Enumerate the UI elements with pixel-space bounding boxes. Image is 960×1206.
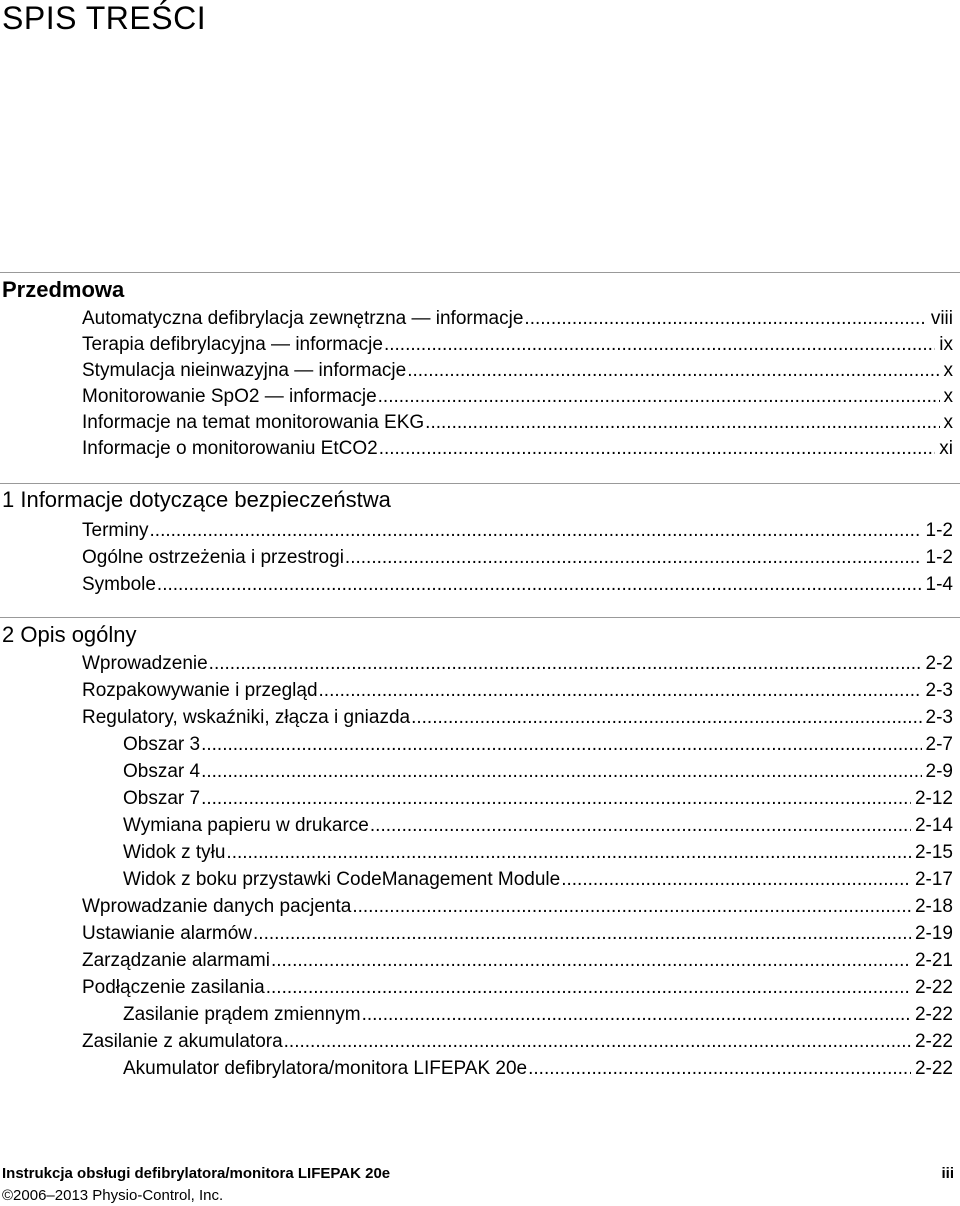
toc-dot-leader <box>524 308 926 330</box>
toc-dot-leader <box>362 1004 911 1026</box>
section-divider <box>0 272 960 273</box>
footer-copyright: ©2006–2013 Physio-Control, Inc. <box>2 1187 224 1204</box>
toc-entry-label: Rozpakowywanie i przegląd <box>82 680 318 701</box>
toc-entry[interactable] <box>82 653 953 679</box>
toc-entry[interactable] <box>82 977 953 1003</box>
toc-entry-label: Obszar 7 <box>123 788 201 809</box>
toc-entry-label: Terapia defibrylacyjna — informacje <box>82 334 383 355</box>
toc-entry-page: 1-2 <box>925 520 953 541</box>
toc-entry[interactable] <box>123 1004 953 1030</box>
toc-entry-label: Stymulacja nieinwazyjna — informacje <box>82 360 407 381</box>
toc-entry[interactable] <box>82 923 953 949</box>
toc-entry-label: Wprowadzanie danych pacjenta <box>82 896 352 917</box>
page-title: SPIS TREŚCI <box>2 0 207 36</box>
section-divider <box>0 617 960 618</box>
toc-entry-page: 2-22 <box>914 977 953 998</box>
toc-entry-label: Wprowadzenie <box>82 653 208 674</box>
toc-entry[interactable] <box>82 520 953 546</box>
toc-entry-label: Obszar 3 <box>123 734 201 755</box>
toc-dot-leader <box>378 386 940 408</box>
toc-entry-page: ix <box>939 334 953 355</box>
toc-dot-leader <box>271 950 911 972</box>
toc-entry-page: xi <box>939 438 953 459</box>
toc-entry-page: 2-22 <box>914 1031 953 1052</box>
toc-entry-page: 2-22 <box>914 1004 953 1025</box>
toc-entry-label: Informacje o monitorowaniu EtCO2 <box>82 438 378 459</box>
toc-entry-page: 1-2 <box>925 547 953 568</box>
toc-entry[interactable] <box>82 1031 953 1057</box>
toc-dot-leader <box>379 438 936 460</box>
toc-entry[interactable] <box>82 308 953 334</box>
toc-dot-leader <box>150 520 922 542</box>
toc-entry-label: Podłączenie zasilania <box>82 977 265 998</box>
toc-dot-leader <box>201 788 911 810</box>
section-title-safety: 1 Informacje dotyczące bezpieczeństwa <box>2 487 391 512</box>
toc-entry-page: x <box>943 386 953 407</box>
toc-entry[interactable] <box>82 360 953 386</box>
toc-entry[interactable] <box>123 788 953 814</box>
section-title-preface: Przedmowa <box>2 277 125 302</box>
toc-entry-label: Ogólne ostrzeżenia i przestrogi <box>82 547 344 568</box>
toc-entry-label: Regulatory, wskaźniki, złącza i gniazda <box>82 707 411 728</box>
toc-entry[interactable] <box>82 386 953 412</box>
toc-entry-label: Zasilanie prądem zmiennym <box>123 1004 361 1025</box>
toc-entry-page: 2-12 <box>914 788 953 809</box>
toc-entry-label: Akumulator defibrylatora/monitora LIFEPAK 20e <box>123 1058 528 1079</box>
toc-entry-page: 2-17 <box>914 869 953 890</box>
toc-dot-leader <box>319 680 922 702</box>
toc-dot-leader <box>266 977 911 999</box>
toc-entry-page: 2-22 <box>914 1058 953 1079</box>
toc-entry-page: 2-18 <box>914 896 953 917</box>
toc-entry-page: 2-3 <box>925 680 953 701</box>
toc-entry[interactable] <box>123 734 953 760</box>
section-title-general-description: 2 Opis ogólny <box>2 622 137 647</box>
toc-entry[interactable] <box>123 869 953 895</box>
toc-dot-leader <box>201 734 921 756</box>
footer-manual-title: Instrukcja obsługi defibrylatora/monitora LIFEPAK 20e <box>2 1165 391 1182</box>
toc-dot-leader <box>407 360 939 382</box>
toc-dot-leader <box>201 761 921 783</box>
toc-entry-label: Terminy <box>82 520 149 541</box>
toc-entry-page: 2-2 <box>925 653 953 674</box>
toc-entry-page: 2-21 <box>914 950 953 971</box>
toc-entry-page: viii <box>930 308 953 329</box>
footer-page-number: iii <box>941 1165 954 1182</box>
toc-entry[interactable] <box>82 707 953 733</box>
toc-entry[interactable] <box>123 1058 953 1084</box>
toc-entry-page: 2-9 <box>925 761 953 782</box>
toc-dot-leader <box>411 707 921 729</box>
toc-dot-leader <box>345 547 922 569</box>
toc-entry[interactable] <box>82 950 953 976</box>
toc-entry-page: 2-14 <box>914 815 953 836</box>
toc-entry-page: 2-19 <box>914 923 953 944</box>
toc-entry-page: 2-3 <box>925 707 953 728</box>
toc-entry-label: Wymiana papieru w drukarce <box>123 815 369 836</box>
toc-entry-label: Obszar 4 <box>123 761 201 782</box>
toc-entry-label: Zarządzanie alarmami <box>82 950 270 971</box>
toc-dot-leader <box>157 574 922 596</box>
toc-entry-label: Widok z tyłu <box>123 842 226 863</box>
toc-entry[interactable] <box>82 547 953 573</box>
toc-entry[interactable] <box>82 896 953 922</box>
toc-entry-label: Automatyczna defibrylacja zewnętrzna — informacje <box>82 308 524 329</box>
toc-entry-page: 1-4 <box>925 574 953 595</box>
toc-entry-page: 2-15 <box>914 842 953 863</box>
toc-entry[interactable] <box>82 412 953 438</box>
toc-entry[interactable] <box>123 842 953 868</box>
toc-entry-label: Widok z boku przystawki CodeManagement Module <box>123 869 561 890</box>
toc-dot-leader <box>370 815 911 837</box>
toc-entry[interactable] <box>82 438 953 464</box>
toc-entry-page: x <box>943 412 953 433</box>
toc-dot-leader <box>284 1031 911 1053</box>
toc-dot-leader <box>209 653 922 675</box>
toc-entry[interactable] <box>123 815 953 841</box>
toc-dot-leader <box>561 869 911 891</box>
toc-dot-leader <box>425 412 939 434</box>
toc-entry-label: Symbole <box>82 574 156 595</box>
section-divider <box>0 483 960 484</box>
toc-entry[interactable] <box>123 761 953 787</box>
toc-entry[interactable] <box>82 574 953 600</box>
toc-entry-label: Monitorowanie SpO2 — informacje <box>82 386 377 407</box>
toc-entry-label: Zasilanie z akumulatora <box>82 1031 283 1052</box>
toc-dot-leader <box>528 1058 911 1080</box>
toc-entry[interactable] <box>82 334 953 360</box>
toc-entry-label: Ustawianie alarmów <box>82 923 253 944</box>
toc-dot-leader <box>226 842 911 864</box>
toc-entry-page: x <box>943 360 953 381</box>
toc-entry-page: 2-7 <box>925 734 953 755</box>
toc-entry[interactable] <box>82 680 953 706</box>
toc-dot-leader <box>352 896 911 918</box>
toc-entry-label: Informacje na temat monitorowania EKG <box>82 412 425 433</box>
toc-dot-leader <box>384 334 935 356</box>
toc-dot-leader <box>253 923 911 945</box>
